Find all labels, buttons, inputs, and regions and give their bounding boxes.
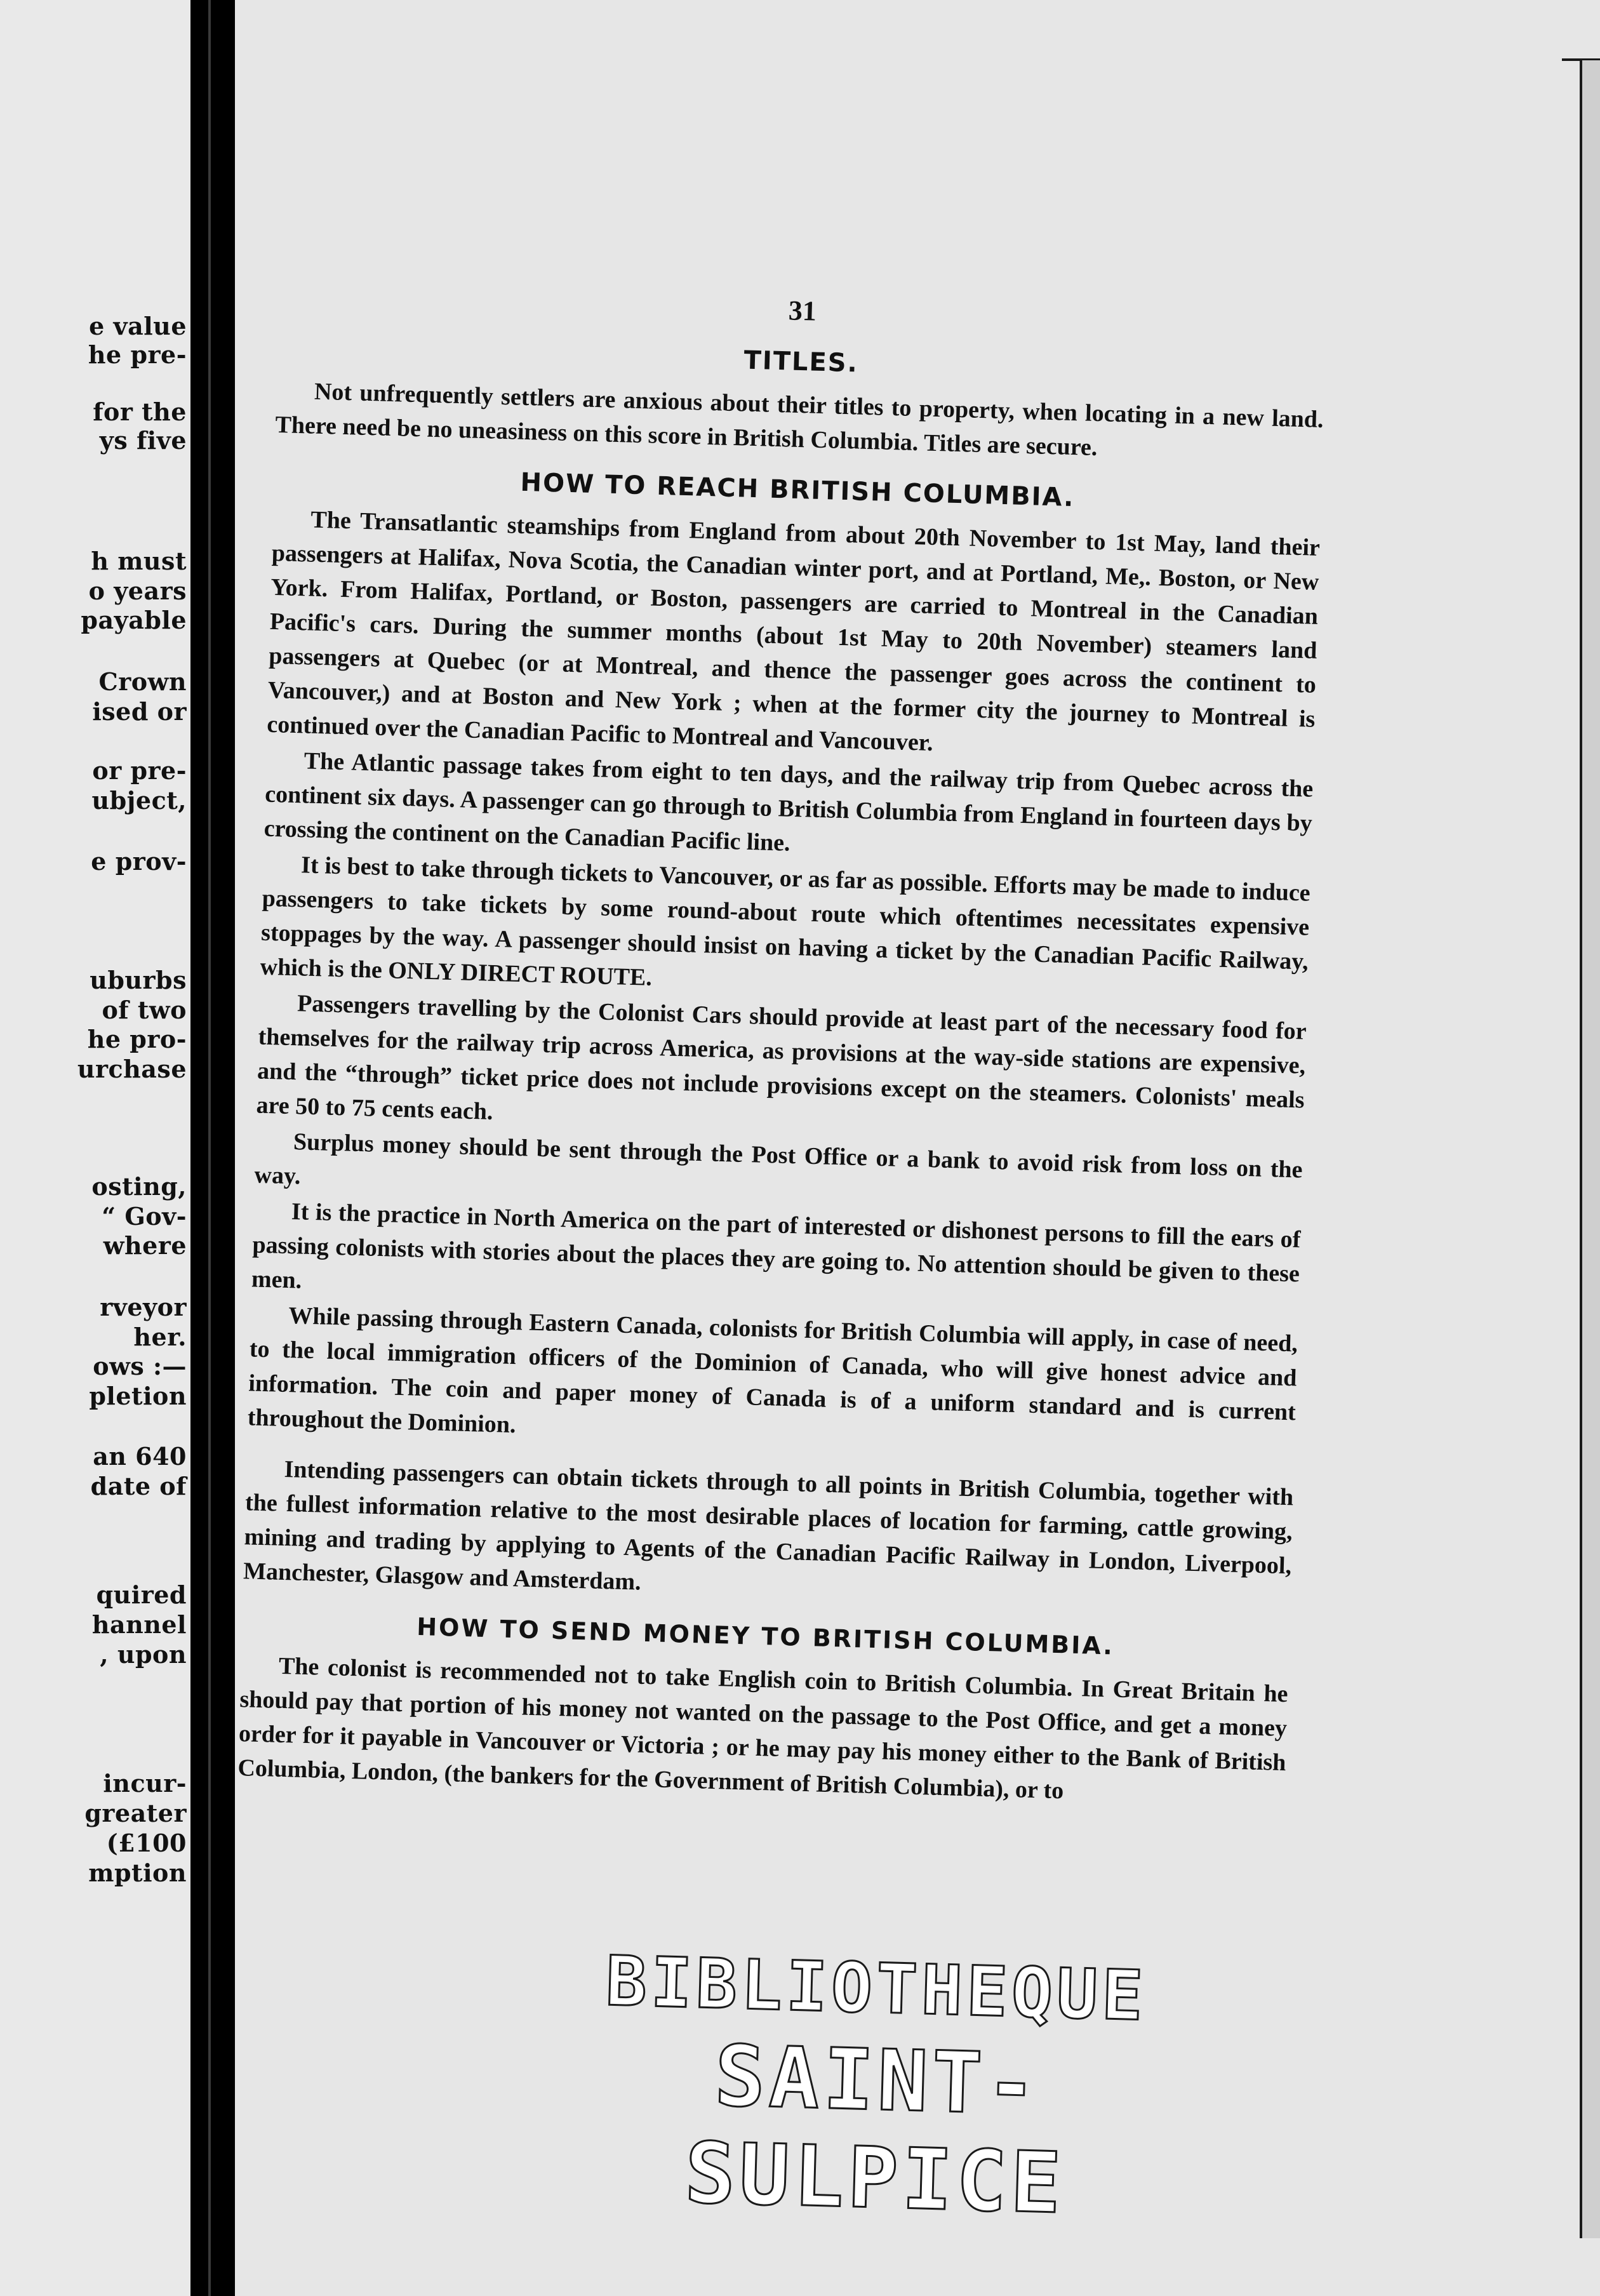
fragment-line: Crown <box>98 667 187 696</box>
paragraph: Intending passengers can obtain tickets through to all points in British Columbia, together with the fullest information relative to the most desirable places of location for farming, cattle growing, mining and trading by applying to Agents of the Canadian Pacific Railway in London, Liverpool, Manchester, Glasgow and Amsterdam. <box>243 1455 1294 1596</box>
fragment-line: incur- <box>103 1769 187 1798</box>
paragraph: Not unfrequently settlers are anxious about their titles to property, when locating in a new land. There need be no uneasiness on this score in British Columbia. Titles are secure. <box>275 378 1324 462</box>
fragment-line: rveyor <box>100 1293 187 1321</box>
fragment-line: o years <box>88 577 187 605</box>
fragment-line: ys five <box>99 426 187 455</box>
fragment-line: he pre- <box>88 340 187 369</box>
fragment-line: of two <box>102 996 187 1024</box>
paragraph: It is best to take through tickets to Vancouver, or as far as possible. Efforts may be made to induce passengers to take tickets by some round-about route which oftentimes necessitates expensive stoppages by the way. A passenger should insist on having a ticket by the Canadian Pacific Railway, which is the ONLY DIRECT ROUTE. <box>260 851 1311 991</box>
section-heading-titles: TITLES. <box>743 345 859 378</box>
facing-page-fragment <box>0 0 190 2296</box>
paragraph: The Transatlantic steamships from England from about 20th November to 1st May, land their passengers at Halifax, Nova Scotia, the Canadian winter port, and at Portland, Me,. Boston, or New York. From Halifax, Portland, or Boston, passengers are carried to Montreal in the Canadian Pacific's cars. During the summer months (about 1st May to 20th November) steamers land passengers at Quebec (or at Montreal, and thence the passenger goes across the continent to Vancouver,) and at Boston and New York ; when at the former city the journey to Montreal is continued over the Canadian Pacific to Montreal and Vancouver. <box>266 506 1321 757</box>
fragment-line: uburbs <box>90 966 187 994</box>
paragraph: It is the practice in North America on the part of interested or dishonest persons to fill the ears of passing colonists with stories about the places they are going to. No attention should be given to these men. <box>251 1198 1301 1294</box>
fragment-line: date of <box>90 1472 187 1500</box>
fragment-line: ubject, <box>91 786 187 815</box>
fragment-line: mption <box>88 1859 187 1887</box>
fragment-line: e prov- <box>91 847 187 876</box>
section-heading-how-to-reach: HOW TO REACH BRITISH COLUMBIA. <box>520 467 1076 513</box>
fragment-line: he pro- <box>87 1025 187 1053</box>
paragraph: Passengers travelling by the Colonist Cars should provide at least part of the necessary food for themselves for the railway trip across America, as provisions at the way-side stations are expensive, and the “through” ticket price does not include provisions except on the steamers. Colonists' meals are 50 to 75 cents each. <box>256 990 1307 1125</box>
fragment-line: or pre- <box>92 756 187 785</box>
page-text-block <box>237 279 1327 1814</box>
gutter-edge <box>208 0 211 2296</box>
fragment-line: osting, <box>91 1172 187 1201</box>
paragraph: The colonist is recommended not to take English coin to British Columbia. In Great Britain he should pay that portion of his money not wanted on the passage to the Post Office, and get a money order for it payable in Vancouver or Victoria ; or he may pay his money either to the Bank of British Columbia, London, (the bankers for the Government of British Columbia), or to <box>237 1652 1288 1805</box>
fragment-line: pletion <box>89 1382 187 1410</box>
library-stamp-line-1: BIBLIOTHEQUE <box>604 1942 1148 2036</box>
paragraph: While passing through Eastern Canada, colonists for British Columbia will apply, in case of need, to the local immigration officers of the Dominion of Canada, who will give honest advice and information. The coin and paper money of Canada is of a uniform standard and is current throughout the Dominion. <box>247 1302 1298 1439</box>
page-edge-shadow <box>1580 60 1600 2238</box>
fragment-line: for the <box>93 397 187 426</box>
fragment-line: hannel <box>91 1610 187 1639</box>
fragment-line: payable <box>81 606 187 634</box>
fragment-line: urchase <box>77 1055 187 1083</box>
library-stamp-line-2: SAINT-SULPICE <box>683 2027 1067 2233</box>
fragment-line: quired <box>96 1580 187 1609</box>
book-gutter <box>190 0 235 2296</box>
fragment-line: greater <box>84 1799 187 1827</box>
paragraph: The Atlantic passage takes from eight to ten days, and the railway trip from Quebec across the continent six days. A passenger can go through to British Columbia from England in fourteen days by crossing the continent on the Canadian Pacific line. <box>263 747 1314 857</box>
section-heading-send-money: HOW TO SEND MONEY TO BRITISH COLUMBIA. <box>416 1612 1115 1660</box>
fragment-line: , upon <box>100 1640 187 1669</box>
paragraph: Surplus money should be sent through the Post Office or a bank to avoid risk from loss on the way. <box>254 1128 1303 1190</box>
fragment-line: ised or <box>92 697 187 726</box>
page-number: 31 <box>788 295 817 327</box>
fragment-line: (£100 <box>106 1829 187 1857</box>
fragment-line: where <box>103 1231 187 1260</box>
fragment-line: e value <box>89 312 187 340</box>
fragment-line: h must <box>91 547 187 575</box>
fragment-line: ows :— <box>93 1352 187 1380</box>
fragment-line: “ Gov- <box>102 1202 187 1231</box>
fragment-line: her. <box>133 1323 187 1351</box>
fragment-line: an 640 <box>93 1442 187 1471</box>
